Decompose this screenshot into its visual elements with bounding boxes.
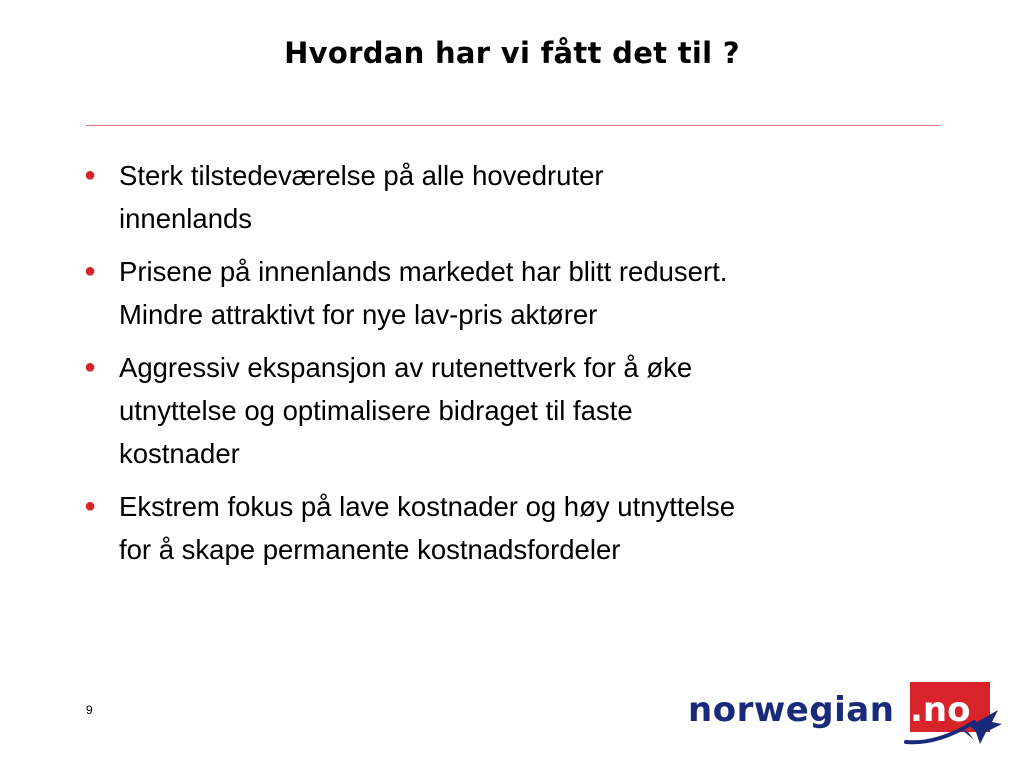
logo-wordmark: norwegian <box>688 690 895 730</box>
bullet-line: innenlands <box>119 203 253 234</box>
bullet-dot-icon: ● <box>84 164 97 186</box>
page-number: 9 <box>86 703 93 717</box>
bullet-item <box>78 346 898 475</box>
bullet-item <box>78 250 898 336</box>
bullet-item <box>78 485 898 571</box>
bullet-list <box>78 154 898 581</box>
bullet-line: Ekstrem fokus på lave kostnader og høy utnyttelse <box>119 491 735 522</box>
logo-domain: .no <box>910 690 971 730</box>
bullet-line: Prisene på innenlands markedet har blitt redusert. <box>119 256 728 287</box>
airplane-icon <box>900 702 1004 748</box>
norwegian-logo <box>688 682 1004 748</box>
bullet-item <box>78 154 898 240</box>
bullet-dot-icon: ● <box>84 356 97 378</box>
bullet-line: kostnader <box>119 438 240 469</box>
bullet-line: Aggressiv ekspansjon av rutenettverk for å øke <box>119 352 693 383</box>
bullet-line: Mindre attraktivt for nye lav-pris aktører <box>119 299 598 330</box>
slide-title: Hvordan har vi fått det til ? <box>284 36 740 70</box>
bullet-line: Sterk tilstedeværelse på alle hovedruter <box>119 160 604 191</box>
title-divider <box>86 125 940 126</box>
bullet-line: for å skape permanente kostnadsfordeler <box>119 534 621 565</box>
bullet-dot-icon: ● <box>84 260 97 282</box>
bullet-dot-icon: ● <box>84 495 97 517</box>
bullet-line: utnyttelse og optimalisere bidraget til faste <box>119 395 633 426</box>
